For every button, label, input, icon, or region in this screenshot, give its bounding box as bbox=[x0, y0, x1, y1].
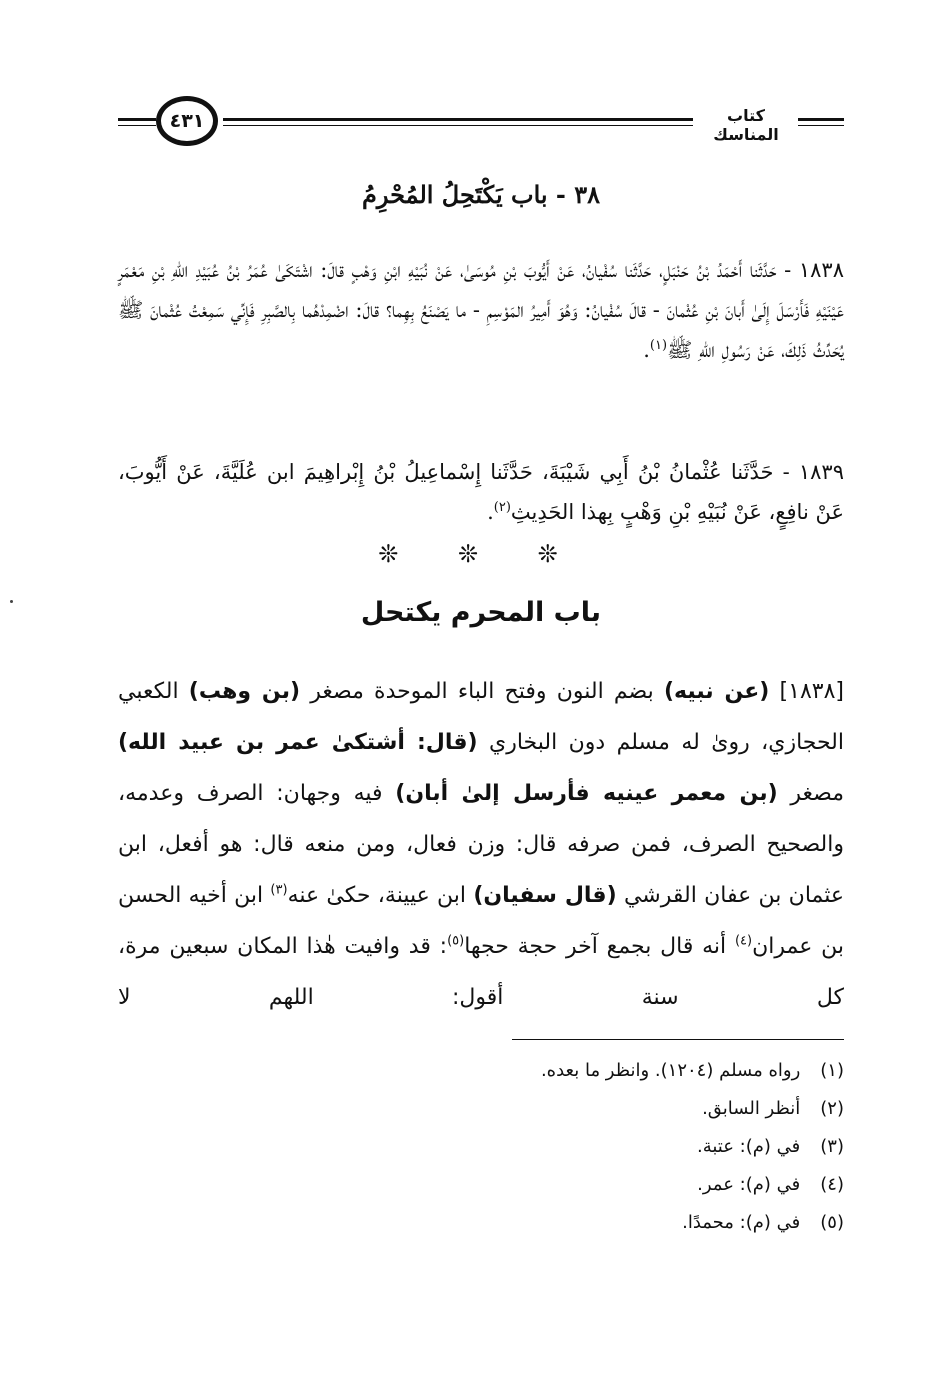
commentary-text: : قد وافيت هٰذا المكان سبعين مرة، كل سنة أقول: اللهم لا bbox=[118, 934, 844, 1010]
footnote-ref-1[interactable]: (١) bbox=[649, 338, 668, 353]
footnote-number: (٣) bbox=[820, 1136, 844, 1157]
quoted-text: (بن وهب) bbox=[188, 679, 301, 704]
header-rule bbox=[798, 125, 844, 126]
footnote-item bbox=[118, 1052, 844, 1090]
footnote-number: (٤) bbox=[820, 1174, 844, 1195]
commentary-text: [١٨٣٨] bbox=[769, 679, 844, 704]
footnote-text: في (م): عمر. bbox=[697, 1174, 801, 1195]
chapter-title: ٣٨ - باب يَكْتَحِلُ المُحْرِمُ bbox=[361, 180, 601, 209]
commentary-text: فيه وجهان: الصرف وعدمه، والصحيح الصرف، فمن صرفه قال: وزن فعال، ومن منعه قال: هو أفعل، ابن عثمان بن عفان القرشي bbox=[118, 781, 845, 908]
section-title: باب المحرم يكتحل bbox=[360, 597, 602, 628]
header-rule bbox=[223, 118, 693, 121]
quoted-text: (قال: أشتكىٰ عمر بن عبيد الله) bbox=[118, 730, 478, 755]
footnotes bbox=[118, 1052, 844, 1242]
hadith-1838 bbox=[118, 250, 844, 370]
footnote-divider bbox=[512, 1039, 844, 1040]
footnote-text: في (م): عتبة. bbox=[696, 1136, 801, 1157]
footnote-item bbox=[118, 1166, 844, 1204]
scan-speck bbox=[10, 600, 13, 603]
commentary-text: بضم النون وفتح الباء الموحدة مصغر bbox=[300, 679, 664, 704]
full-stop: . bbox=[643, 338, 650, 362]
footnote-item bbox=[118, 1090, 844, 1128]
hadith-1839 bbox=[118, 452, 844, 532]
footnote-number: (٥) bbox=[820, 1212, 844, 1233]
footnote-number: (٢) bbox=[820, 1098, 844, 1119]
quoted-text: (عن نبيه) bbox=[663, 679, 770, 704]
footnote-ref-3[interactable]: (٣) bbox=[270, 882, 288, 898]
footnote-item bbox=[118, 1204, 844, 1242]
hadith-text: ١٨٣٩ - حَدَّثَنا عُثْمانُ بْنُ أَبِي شَيْبَةَ، حَدَّثَنا إِسْماعِيلُ بْنُ إِبْراهِيمَ ابن عُلَيَّةَ، عَنْ أَيُّوبَ، عَنْ نافِعٍ، عَنْ نُبَيْهِ بْنِ وَهْبٍ بِهذا الحَدِيثِ bbox=[118, 460, 844, 524]
page-header bbox=[118, 96, 844, 152]
footnote-ref-2[interactable]: (٢) bbox=[493, 500, 511, 515]
header-rule bbox=[118, 125, 156, 126]
footnote-text: أنظر السابق. bbox=[702, 1098, 801, 1119]
page-number: ٤٣١ bbox=[156, 96, 218, 146]
header-rule bbox=[223, 125, 693, 126]
section-separator: ❊ ❊ ❊ bbox=[378, 540, 584, 568]
commentary-text: ابن عيينة، حكىٰ عنه bbox=[287, 883, 474, 908]
footnote-ref-4[interactable]: (٤) bbox=[734, 933, 753, 949]
commentary-text: الكعبي الحجازي، روىٰ له مسلم دون البخاري bbox=[118, 679, 844, 755]
header-rule bbox=[118, 118, 156, 121]
commentary-text: مصغر bbox=[777, 781, 845, 806]
hadith-text: ١٨٣٨ - حَدَّثَنا أَحْمَدُ بْنُ حَنْبَلٍ، حَدَّثَنا سُفْيانُ، عَنْ أَيُّوبَ بْنِ مُوسَىٰ، عَنْ نُبَيْهِ ابْنِ وَهْبٍ قالَ: اشْتَكَىٰ عُمَرُ بْنُ عُبَيْدِ اللهِ بْنِ مَعْمَرٍ عَيْنَيْهِ فَأَرْسَلَ إِلَىٰ أَبانَ بْنِ عُثْمانَ - قالَ سُفْيانُ: وَهُوَ أَمِيرُ المَوْسِمِ - ما يَصْنَعُ بِهِما؟ قالَ: اضْمِدْهُما بِالصَّبِرِ فَإِنِّي سَمِعْتُ عُثْمانَ ﷺ يُحَدِّثُ ذَلِكَ، عَنْ رَسُولِ اللهِ ﷺ bbox=[118, 258, 844, 362]
commentary-text: ابن أخيه الحسن بن عمران bbox=[118, 883, 844, 959]
header-rule bbox=[798, 118, 844, 121]
footnote-text: رواه مسلم (١٢٠٤). وانظر ما بعده. bbox=[540, 1060, 801, 1081]
footnote-item bbox=[118, 1128, 844, 1166]
running-title: كتاب المناسك bbox=[713, 106, 779, 144]
quoted-text: (قال سفيان) bbox=[473, 883, 617, 908]
commentary-text: أنه قال بجمع آخر حجة حجها bbox=[464, 934, 735, 959]
footnote-number: (١) bbox=[820, 1060, 844, 1081]
footnote-text: في (م): محمدًا. bbox=[682, 1212, 801, 1233]
commentary-paragraph bbox=[118, 666, 844, 1023]
footnote-ref-5[interactable]: (٥) bbox=[447, 933, 465, 949]
full-stop: . bbox=[487, 500, 494, 524]
quoted-text: (بن معمر عينيه فأرسل إلىٰ أبان) bbox=[395, 781, 778, 806]
